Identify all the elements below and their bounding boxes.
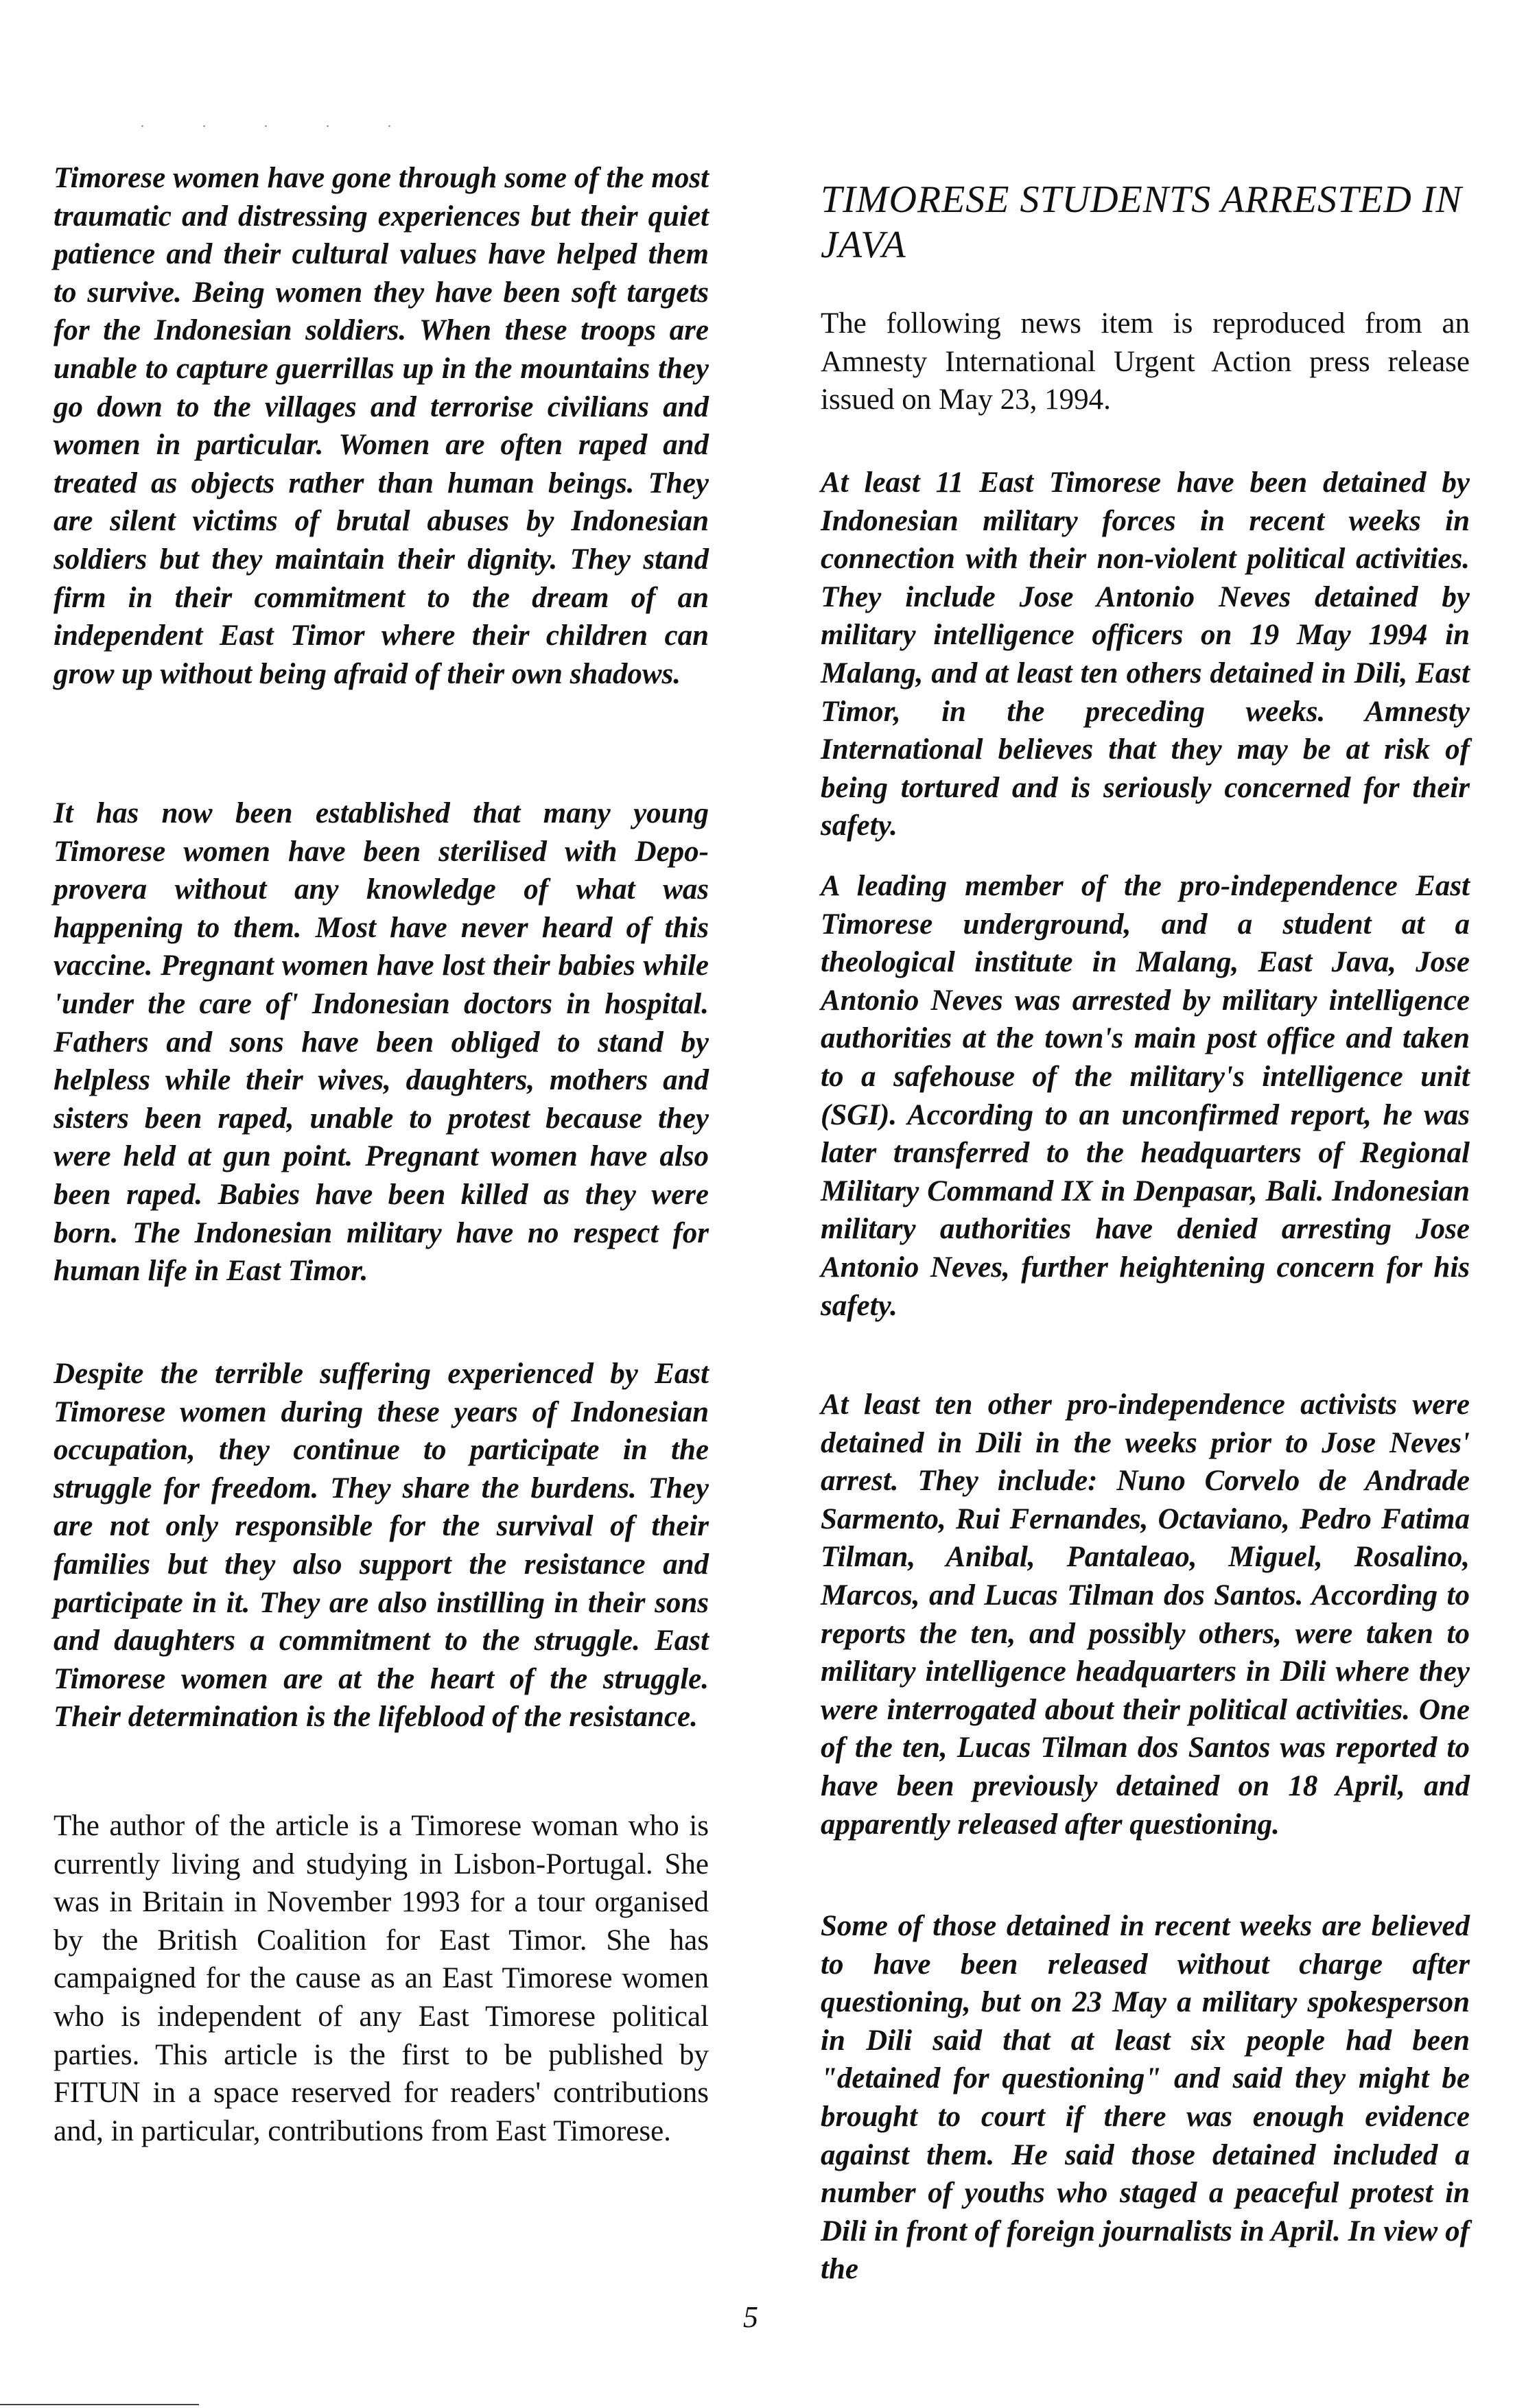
article-headline: TIMORESE STUDENTS ARRESTED IN JAVA: [821, 178, 1462, 266]
article-paragraph-3: Despite the terrible suffering experienced by East Timorese women during these years of Indonesian occupation, they continue to participate in the struggle for freedom. They share the burdens. They are not only responsible for the survival of their families but they also support the resistance and participate in it. They are also instilling in their sons and daughters a commitment to the struggle. East Timorese women are at the heart of the struggle. Their determination is the lifeblood of the resistance.: [54, 1358, 709, 1734]
article-intro: The following news item is reproduced from an Amnesty International Urgent Action press release issued on May 23, 1994.: [821, 307, 1470, 416]
news-paragraph-3: At least ten other pro-independence activists were detained in Dili in the weeks prior to Jose Neves' arrest. They include: Nuno Corvelo de Andrade Sarmento, Rui Fernandes, Octaviano, Pedro Fatima Tilman, Anibal, Pantaleao, Miguel, Rosalino, Marcos, and Lucas Tilman dos Santos. According to reports the ten, and possibly others, were taken to military intelligence headquarters in Dili where they were interrogated about their political activities. One of the ten, Lucas Tilman dos Santos was reported to have been previously detained on 18 April, and apparently released after questioning.: [821, 1389, 1470, 1841]
news-paragraph-1: At least 11 East Timorese have been detained by Indonesian military forces in recent weeks in connection with their non-violent political activities. They include Jose Antonio Neves detained by military intelligence officers on 19 May 1994 in Malang, and at least ten others detained in Dili, East Timor, in the preceding weeks. Amnesty International believes that they may be at risk of being tortured and is seriously concerned for their safety.: [821, 467, 1470, 842]
bottom-rule: [0, 2404, 199, 2405]
news-paragraph-4: Some of those detained in recent weeks are believed to have been released without charge after questioning, but on 23 May a military spokesperson in Dili said that at least six people had been "detained for questioning" and said they might be brought to court if there was enough evidence against them. He said those detained included a number of youths who staged a peaceful protest in Dili in front of foreign journalists in April. In view of the: [821, 1910, 1470, 2286]
news-paragraph-2: A leading member of the pro-independence East Timorese underground, and a student at a theological institute in Malang, East Java, Jose Antonio Neves was arrested by military intelligence authorities at the town's main post office and taken to a safehouse of the military's intelligence unit (SGI). According to an unconfirmed report, he was later transferred to the headquarters of Regional Military Command IX in Denpasar, Bali. Indonesian military authorities have denied arresting Jose Antonio Neves, further heightening concern for his safety.: [821, 870, 1470, 1322]
author-note: The author of the article is a Timorese woman who is currently living and studying in Lisbon-Portugal. She was in Britain in November 1993 for a tour organised by the British Coalition for East Timor. She has campaigned for the cause as an East Timorese women who is independent of any East Timorese political parties. This article is the first to be published by FITUN in a space reserved for readers' contributions and, in particular, contributions from East Timorese.: [54, 1810, 709, 2147]
article-paragraph-1: Timorese women have gone through some of the most traumatic and distressing experiences but their quiet patience and their cultural values have helped them to survive. Being women they have been soft targets for the Indonesian soldiers. When these troops are unable to capture guerrillas up in the mountains they go down to the villages and terrorise civilians and women in particular. Women are often raped and treated as objects rather than human beings. They are silent victims of brutal abuses by Indonesian soldiers but they maintain their dignity. They stand firm in their commitment to the dream of an independent East Timor where their children can grow up without being afraid of their own shadows.: [54, 162, 709, 690]
page-number: 5: [743, 2300, 758, 2334]
article-paragraph-2: It has now been established that many young Timorese women have been sterilised with Depo-provera without any knowledge of what was happening to them. Most have never heard of this vaccine. Pregnant women have lost their babies while 'under the care of' Indonesian doctors in hospital. Fathers and sons have been obliged to stand by helpless while their wives, daughters, mothers and sisters been raped, unable to protest because they were held at gun point. Pregnant women have also been raped. Babies have been killed as they were born. The Indonesian military have no respect for human life in East Timor.: [54, 797, 709, 1288]
scan-specks: . . . . .: [141, 115, 419, 130]
